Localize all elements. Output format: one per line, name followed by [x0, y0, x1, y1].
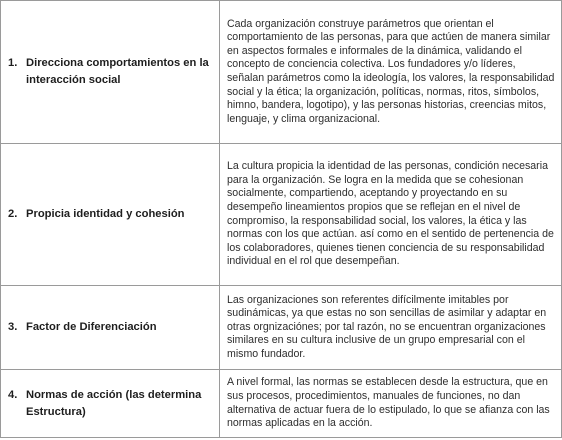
- table-row: [1, 144, 562, 286]
- row-label: [8, 387, 215, 421]
- row-title: Propicia identidad y cohesión: [26, 208, 185, 220]
- row-title: Factor de Diferenciación: [26, 321, 157, 333]
- row-label-cell: [1, 1, 220, 144]
- row-title: Direcciona comportamientos en la interacción social: [26, 57, 209, 86]
- row-label: [8, 55, 215, 89]
- row-description: Cada organización construye parámetros que orientan el comportamiento de las personas, para que actúen de manera similar en aspectos formales e informales de la dinámica, validando el concepto de conciencia colectiva. Los fundadores y/o líderes, señalan parámetros como la ideología, los valores, la responsabilidad social y la ética; la organización, políticas, normas, ritos, símbolos, himno, bandera, logotipo), y las personas historias, creencias mitos, lenguaje, y clima organizacional.: [227, 17, 555, 125]
- row-number: 1.: [8, 57, 18, 69]
- row-label: [8, 319, 215, 336]
- table-row: [1, 1, 562, 144]
- row-description: La cultura propicia la identidad de las personas, condición necesaria para la organización. Se logra en la medida que se cohesionan socialmente, compartiendo, aceptando y proyectando en su desempeño lineamientos propios que se reflejan en el nivel de compromiso, la responsabilidad social, los valores, la ética y las normas con los que actúan. así como en el sentido de pertenencia de los colaboradores, quienes tienen conciencia de su responsabilidad individual en el rol que desempeñan.: [227, 160, 554, 268]
- row-description-cell: [220, 1, 562, 144]
- row-number: 3.: [8, 321, 18, 333]
- row-description-cell: [220, 370, 562, 438]
- row-description-cell: [220, 144, 562, 286]
- row-label-cell: [1, 144, 220, 286]
- row-number: 4.: [8, 388, 18, 401]
- row-label-cell: [1, 370, 220, 438]
- row-label: [8, 206, 215, 223]
- row-description: Las organizaciones son referentes difícilmente imitables por sudinámicas, ya que estas no son sencillas de asimilar y adaptar en otras orgnizaciónes; por tal razón, no se encuentran organizaciones similares en su cultura inclusive de un grupo empresarial con el mismo fundador.: [227, 293, 547, 360]
- table-row: [1, 286, 562, 370]
- row-number: 2.: [8, 208, 18, 220]
- row-description-cell: [220, 286, 562, 370]
- row-label-cell: [1, 286, 220, 370]
- row-description: A nivel formal, las normas se establecen desde la estructura, que en sus procesos, procedimientos, manuales de funciones, no dan alternativa de actuar fuera de lo estipulado, lo que se afianza con las normas aplicadas en la acción.: [227, 376, 550, 430]
- row-title: Normas de acción (las determina Estructura): [26, 388, 202, 418]
- table-row: [1, 370, 562, 438]
